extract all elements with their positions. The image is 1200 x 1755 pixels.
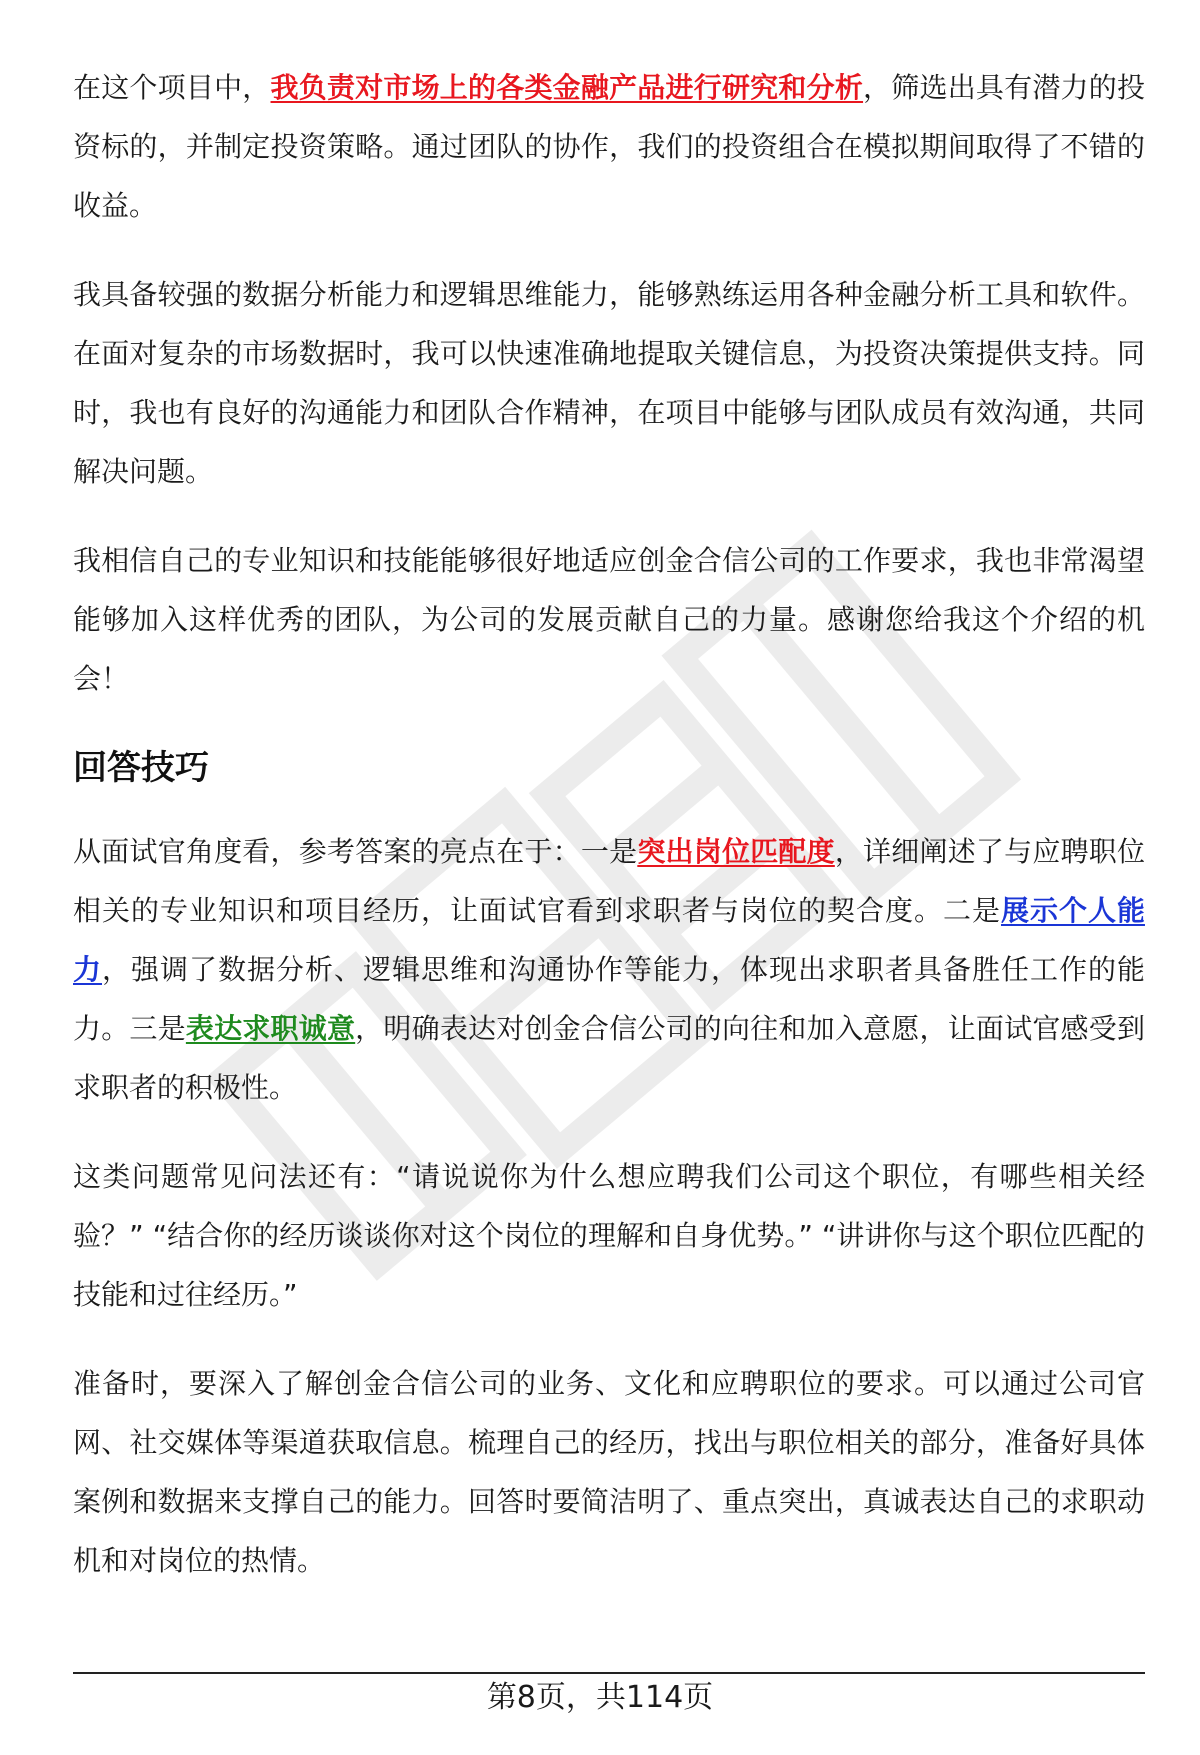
paragraph-interviewer-view (73, 822, 1145, 1117)
text-segment-2: ，详细阐述了与应聘职位相关的专业知识和项目经历，让面试官看到求职者与岗位的契合度。二是 (73, 835, 1145, 927)
text-segment-4: ，明确表达对创金合信公司的向往和加入意愿，让面试官感受到求职者的积极性。 (73, 1012, 1145, 1104)
paragraph-preparation: 准备时，要深入了解创金合信公司的业务、文化和应聘职位的要求。可以通过公司官网、社交媒体等渠道获取信息。梳理自己的经历，找出与职位相关的部分，准备好具体案例和数据来支撑自己的能力。回答时要简洁明了、重点突出，真诚表达自己的求职动机和对岗位的热情。 (73, 1367, 1145, 1577)
highlight-show-ability: 展示个人能力 (73, 894, 1145, 986)
page-number: 第8页，共114页 (486, 1680, 714, 1715)
section-title: 回答技巧 (73, 748, 209, 788)
footer-divider (73, 1672, 1145, 1674)
paragraph-project (73, 58, 1145, 235)
highlight-sincerity: 表达求职诚意 (185, 1012, 356, 1045)
text-segment-1: 从面试官角度看，参考答案的亮点在于：一是 (73, 835, 638, 868)
paragraph-common-questions: 这类问题常见问法还有：“请说说你为什么想应聘我们公司这个职位，有哪些相关经验？” “结合你的经历谈谈你对这个岗位的理解和自身优势。” “讲讲你与这个职位匹配的技能和过往经历。” (73, 1160, 1145, 1311)
paragraph-project-rest: ，筛选出具有潜力的投资标的，并制定投资策略。通过团队的协作，我们的投资组合在模拟期间取得了不错的收益。 (73, 71, 1145, 222)
paragraph-project-lead: 在这个项目中， (73, 71, 271, 104)
paragraph-abilities: 我具备较强的数据分析能力和逻辑思维能力，能够熟练运用各种金融分析工具和软件。在面对复杂的市场数据时，我可以快速准确地提取关键信息，为投资决策提供支持。同时，我也有良好的沟通能力和团队合作精神，在项目中能够与团队成员有效沟通，共同解决问题。 (73, 278, 1145, 488)
highlight-research-analysis: 我负责对市场上的各类金融产品进行研究和分析 (270, 71, 864, 104)
document-page (73, 58, 1145, 1620)
highlight-job-match: 突出岗位匹配度 (637, 835, 835, 868)
paragraph-closing: 我相信自己的专业知识和技能能够很好地适应创金合信公司的工作要求，我也非常渴望能够加入这样优秀的团队，为公司的发展贡献自己的力量。感谢您给我这个介绍的机会！ (73, 544, 1145, 695)
text-segment-3: ，强调了数据分析、逻辑思维和沟通协作等能力，体现出求职者具备胜任工作的能力。三是 (73, 953, 1145, 1045)
